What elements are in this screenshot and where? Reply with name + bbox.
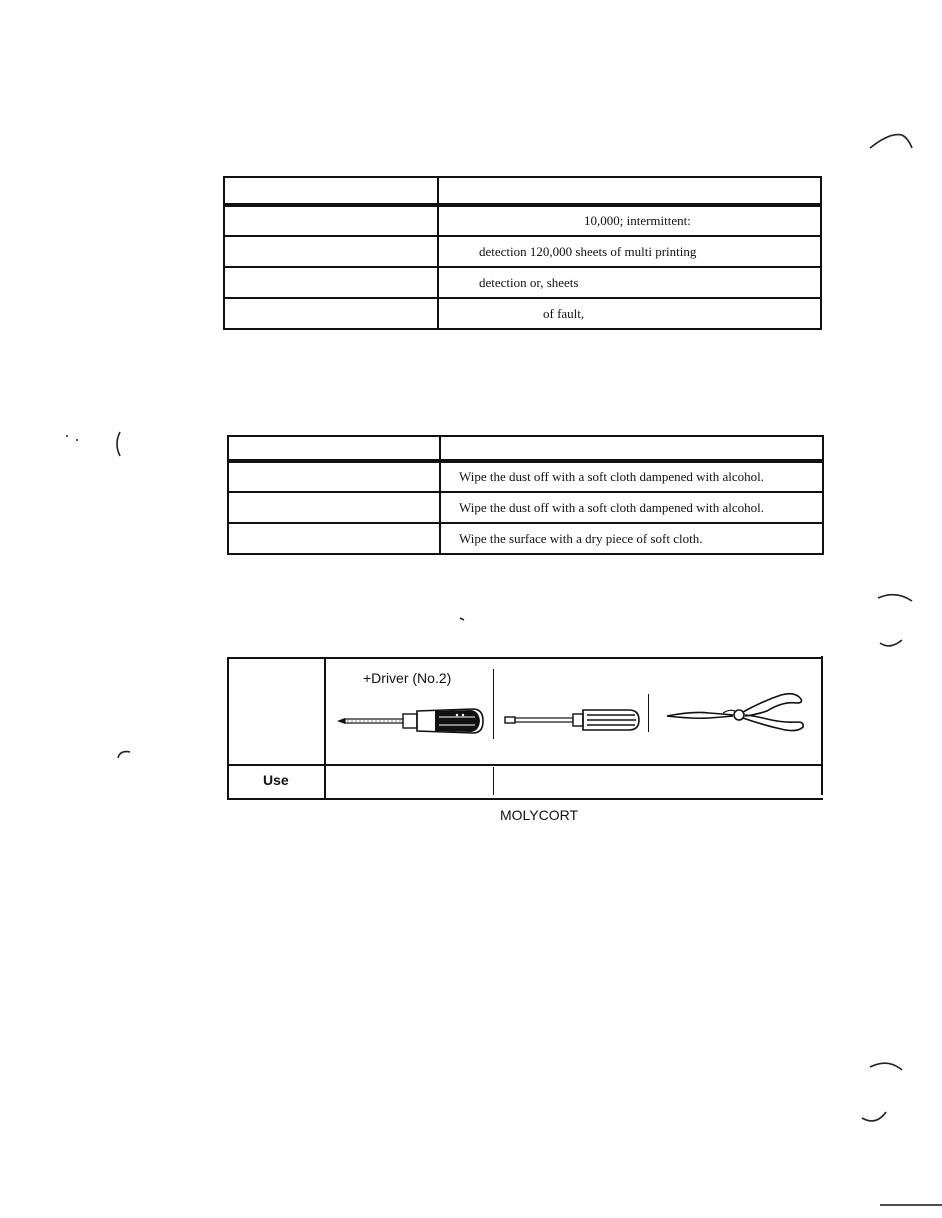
divider	[493, 669, 494, 739]
table-row	[224, 267, 821, 298]
table-cell	[440, 436, 823, 461]
long-nose-pliers-icon	[663, 689, 813, 739]
cleaning-table	[227, 435, 824, 555]
table-cell	[228, 492, 440, 523]
table-cell	[224, 205, 438, 236]
table-row	[228, 461, 823, 492]
table-cell	[224, 236, 438, 267]
use-label: Use	[263, 772, 289, 788]
driver-label: +Driver (No.2)	[363, 670, 452, 686]
divider	[493, 767, 494, 795]
table-cell: detection 120,000 sheets of multi printing	[438, 236, 821, 267]
flat-screwdriver-icon	[503, 705, 643, 735]
table-row	[224, 205, 821, 236]
table-cell: Wipe the surface with a dry piece of soft cloth.	[440, 523, 823, 554]
divider	[324, 659, 326, 798]
divider	[821, 656, 823, 795]
divider	[648, 694, 649, 732]
maintenance-interval-table	[223, 176, 822, 330]
table-row	[228, 436, 823, 461]
table-row	[224, 298, 821, 329]
table-row	[224, 236, 821, 267]
table-cell: Wipe the dust off with a soft cloth dampened with alcohol.	[440, 492, 823, 523]
table-cell	[224, 267, 438, 298]
divider	[227, 764, 823, 766]
table-cell: detection or, sheets	[438, 267, 821, 298]
table-cell	[438, 177, 821, 205]
table-cell	[228, 461, 440, 492]
table-cell	[224, 298, 438, 329]
table-row	[228, 492, 823, 523]
table-cell: 10,000; intermittent:	[438, 205, 821, 236]
tools-table	[227, 657, 823, 800]
table-cell	[228, 523, 440, 554]
table-row	[224, 177, 821, 205]
table-cell: of fault,	[438, 298, 821, 329]
footnote: MOLYCORT	[500, 807, 579, 823]
divider	[227, 659, 229, 798]
table-cell: Wipe the dust off with a soft cloth dampened with alcohol.	[440, 461, 823, 492]
table-cell	[228, 436, 440, 461]
table-cell	[224, 177, 438, 205]
table-row	[228, 523, 823, 554]
phillips-screwdriver-icon	[335, 703, 485, 739]
